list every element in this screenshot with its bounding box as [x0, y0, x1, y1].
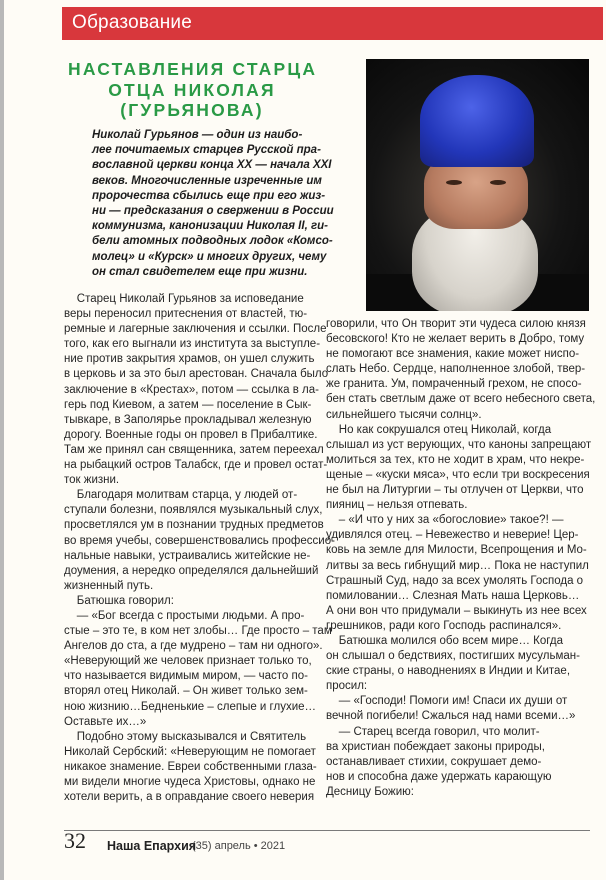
text-line: Оставьте их…» [64, 715, 147, 728]
text-line: заключение в «Крестах», потом — ссылка в ла- [64, 383, 319, 396]
portrait-eye [446, 180, 462, 185]
text-line: ми видели многие чудеса Христовы, однако не [64, 776, 316, 788]
text-line: грешников, ради кого Господь распинался». [326, 619, 562, 632]
text-line: он слышал о бедствиях, постигших мусульман- [326, 650, 580, 663]
text-line: не помогают все знамения, какие может ниспо- [326, 348, 580, 361]
text-line: пияниц – нельзя отпевать. [326, 499, 468, 512]
text-line: нов и способна даже удержать карающую [326, 770, 552, 783]
text-line: тывкаре, в Заполярье прокладывал железную [64, 413, 312, 426]
text-line: ремные и лагерные заключения и ссылки. После [64, 323, 327, 336]
lead-line: ни — предсказания о свержении в России [92, 205, 334, 218]
lead-line: веков. Многочисленные изреченные им [92, 174, 322, 187]
text-line: дорогу. Военные годы он провел в Прибалтике. [64, 428, 318, 441]
text-line: что называется видимым миром, — часто по- [64, 670, 308, 683]
text-line: Там же принял сан священника, затем переехал [64, 443, 324, 456]
text-line: Батюшка молился обо всем мире… Когда [326, 634, 564, 647]
title-line: НАСТАВЛЕНИЯ СТАРЦА [68, 59, 318, 79]
text-line: Николай Сербский: «Неверующим не помогает [64, 745, 316, 758]
text-line: ною жизнию…Бедненькие – слепые и глухие… [64, 700, 317, 713]
text-line: удивлялся отец. – Невежество и неверие! Цер- [326, 529, 579, 542]
text-line: слать Небо. Сердце, наполненное злобой, твер- [326, 363, 586, 376]
title-line: ОТЦА НИКОЛАЯ [108, 79, 276, 100]
text-line: – «И что у них за «богословие» такое?! — [326, 514, 564, 527]
text-line: сильнейшего тысячи солнц». [326, 408, 482, 421]
lead-line: Николай Гурьянов — один из наибо- [92, 129, 303, 141]
text-line: Подобно этому высказывался и Святитель [64, 730, 307, 743]
text-line: помиловании… Слезная Мать наша Церковь… [326, 589, 580, 602]
title-line: (ГУРЬЯНОВА) [120, 100, 264, 120]
text-line: в церковь и за это был арестован. Сначала было [64, 368, 329, 381]
text-line: Но как сокрушался отец Николай, когда [326, 423, 552, 436]
text-line: литвы за весь гибнущий мир… Пока не наступил [326, 559, 589, 572]
text-line: доумения, а нередко определялся дальнейший [64, 564, 319, 577]
text-line: во время учебы, совершенствовались профессио- [64, 534, 335, 547]
text-line: Старец Николай Гурьянов за исповедание [64, 293, 304, 305]
text-line: стые – это те, в ком нет злобы… Где просто – там [64, 625, 332, 638]
text-line: просил: [326, 680, 368, 693]
text-line: нальные навыки, устраивались житейские не- [64, 549, 311, 562]
text-line: жизненный путь. [64, 579, 154, 592]
text-line: вторял отец Николай. – Он живет только зем- [64, 685, 308, 698]
text-line: на рыбацкий остров Талабск, где и провел остат- [64, 459, 328, 472]
page-edge-strip [0, 0, 4, 880]
text-line: слышал из уст верующих, что каноны запрещают [326, 438, 592, 451]
text-line: А они вон что придумали – выкинуть из нее всех [326, 604, 587, 617]
text-line: — Старец всегда говорил, что молит- [326, 725, 540, 738]
lead-line: вославной церкви конца XX — начала XXI [92, 159, 332, 172]
lead-line: бели атомных подводных лодок «Комсо- [92, 235, 333, 248]
text-line: — «Бог всегда с простыми людьми. А про- [64, 609, 305, 622]
text-line: просветлялся ум в познании трудных предметов [64, 519, 324, 532]
lead-line: лее почитаемых старцев Русской пра- [92, 144, 321, 157]
text-line: ток жизни. [64, 474, 120, 487]
text-line: того, как его выгнали из института за выступле- [64, 338, 321, 351]
text-line: вечной погибели! Сжалься над нами всеми…» [326, 710, 576, 723]
elder-portrait-photo [366, 59, 589, 311]
text-line: ковь на земле для Милости, Всепрощения и Мо- [326, 544, 587, 557]
text-line: герь под Киевом, а затем — поселение в Сык- [64, 398, 312, 411]
text-line: Ангелов до ста, а где мудрено – там ни одного». [64, 640, 323, 653]
text-line: бен стать светлым даже от всего небесного света, [326, 393, 596, 406]
text-line: «Неверующий же человек признает только то, [64, 655, 312, 668]
text-line: никакое знамение. Евреи собственными глаза- [64, 760, 317, 773]
lead-line: коммунизма, канонизации Николая II, ги- [92, 220, 328, 233]
lead-line: он стал свидетелем еще при жизни. [92, 265, 308, 278]
text-line: не был на Литургии – ты отлучен от Церкви, что [326, 484, 584, 497]
lead-line: молец» и «Курск» и многих других, чему [92, 250, 327, 263]
text-line: бесовского! Кто не желает верить в Добро, тому [326, 333, 585, 346]
issue-info: (35) апрель • 2021 [192, 840, 286, 852]
section-header-bar [62, 7, 603, 40]
lead-line: пророчества сбылись еще при его жиз- [92, 189, 326, 202]
text-line: Благодаря молитвам старца, у людей от- [64, 489, 298, 502]
body-column-left [64, 292, 335, 805]
lead-paragraph [92, 128, 354, 280]
text-line: ва христиан побеждает законы природы, [326, 740, 545, 753]
text-line: Страшный Суд, надо за всех умолять Господа о [326, 574, 584, 587]
text-line: останавливает стихии, сокрушает демо- [326, 755, 542, 768]
magazine-name: Наша Епархия [107, 839, 197, 853]
text-line: веры переносил притеснения от властей, тю- [64, 308, 308, 321]
portrait-blue-kamilavka [420, 75, 534, 167]
text-line: же гранита. Ум, помраченный грехом, не спосо- [326, 378, 582, 391]
text-line: ние против закрытия храмов, он ушел служить [64, 353, 315, 366]
page-number: 32 [64, 828, 86, 853]
text-line: хотели верить, а в оправдание своего неверия [64, 791, 315, 804]
text-line: ские страны, о наводнениях в Индии и Китае, [326, 665, 571, 678]
portrait-eye [490, 180, 506, 185]
text-line: ступали болезни, появлялся музыкальный слух, [64, 504, 323, 517]
text-line: Десницу Божию: [326, 785, 414, 798]
text-line: — «Господи! Помоги им! Спаси их души от [326, 695, 568, 708]
article-title [68, 59, 316, 121]
body-column-right [326, 317, 596, 800]
footer-rule [64, 830, 590, 831]
section-label: Образование [72, 12, 192, 33]
text-line: говорили, что Он творит эти чудеса силою князя [326, 318, 586, 330]
text-line: молиться за тех, кто не ходит в храм, что некре- [326, 453, 585, 466]
text-line: Батюшка говорил: [64, 594, 174, 607]
text-line: щеные – «куски мяса», что если три воскресения [326, 468, 590, 481]
